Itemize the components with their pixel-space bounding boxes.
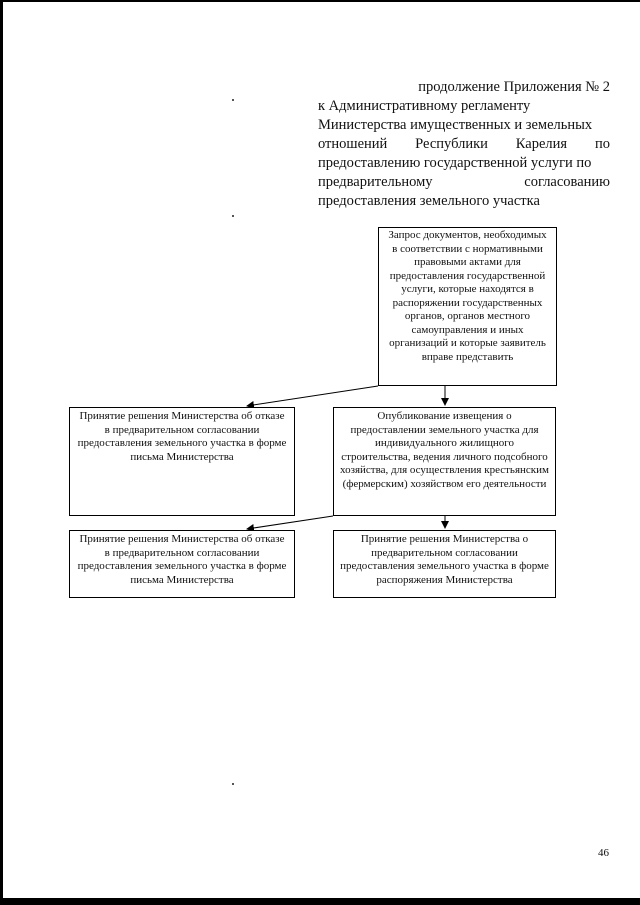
request-documents-box: Запрос документов, необходимых в соответствии с нормативными правовыми актами для предоставления государственной услуги, которые находятся в распоряжении государственных органов, органов местного самоуправления и иных организаций и которые заявитель вправе представить <box>378 227 557 386</box>
scan-edge-bottom <box>0 898 640 905</box>
header-line-7: предоставления земельного участка <box>318 193 540 209</box>
refusal-decision-box-1: Принятие решения Министерства об отказе в предварительном согласовании предоставления земельного участка в форме письма Министерства <box>69 407 295 516</box>
header-line-5: предоставлению государственной услуги по <box>318 155 592 171</box>
scan-edge-left <box>0 0 3 905</box>
page-number: 46 <box>598 847 609 859</box>
header-line-4: отношений Республики Карелия по <box>318 136 610 152</box>
header-line-2: к Административному регламенту <box>318 98 531 114</box>
scan-edge-top <box>0 0 640 2</box>
approval-decision-box: Принятие решения Министерства о предварительном согласовании предоставления земельного участка в форме распоряжения Министерства <box>333 530 556 598</box>
scan-speck <box>232 783 234 785</box>
header-line-6: предварительному согласованию <box>318 174 610 190</box>
arrow-publication-to-refusal <box>247 516 333 529</box>
scan-speck <box>232 215 234 217</box>
header-line-3: Министерства имущественных и земельных <box>318 117 593 133</box>
scan-speck <box>232 99 234 101</box>
appendix-header <box>318 78 610 211</box>
arrow-request-to-refusal <box>247 386 378 406</box>
refusal-decision-box-2: Принятие решения Министерства об отказе в предварительном согласовании предоставления земельного участка в форме письма Министерства <box>69 530 295 598</box>
header-line-1: продолжение Приложения № 2 <box>418 79 610 95</box>
publication-notice-box: Опубликование извещения о предоставлении земельного участка для индивидуального жилищного строительства, ведения личного подсобного хозяйства, для осуществления крестьянским (фермерским) хозяйством его деятельности <box>333 407 556 516</box>
